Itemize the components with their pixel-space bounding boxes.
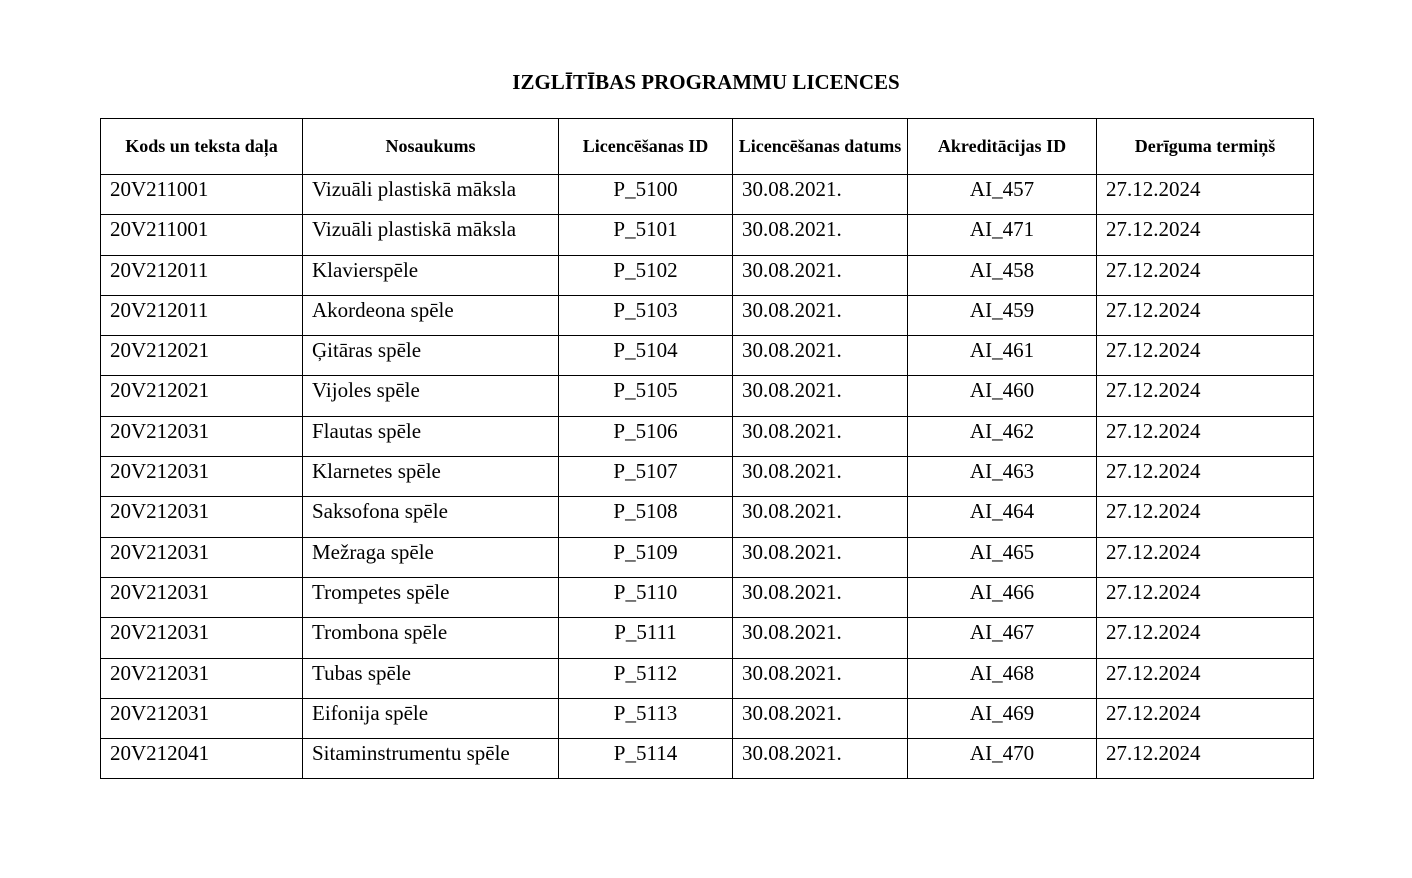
cell-code: 20V212021 (101, 336, 303, 376)
cell-code: 20V212031 (101, 698, 303, 738)
cell-licence-date: 30.08.2021. (733, 658, 908, 698)
table-row (101, 215, 1314, 255)
cell-licence-id: P_5101 (559, 215, 733, 255)
cell-name: Tubas spēle (303, 658, 559, 698)
cell-accreditation-id: AI_469 (908, 698, 1097, 738)
cell-accreditation-id: AI_461 (908, 336, 1097, 376)
licences-table (100, 118, 1314, 779)
cell-validity: 27.12.2024 (1097, 658, 1314, 698)
cell-licence-date: 30.08.2021. (733, 175, 908, 215)
cell-name: Akordeona spēle (303, 295, 559, 335)
cell-licence-id: P_5104 (559, 336, 733, 376)
table-row (101, 457, 1314, 497)
page-title: IZGLĪTĪBAS PROGRAMMU LICENCES (512, 70, 900, 94)
cell-validity: 27.12.2024 (1097, 497, 1314, 537)
cell-licence-id: P_5114 (559, 739, 733, 779)
cell-validity: 27.12.2024 (1097, 416, 1314, 456)
cell-code: 20V212031 (101, 497, 303, 537)
cell-accreditation-id: AI_468 (908, 658, 1097, 698)
header-licence-date: Licencēšanas datums (733, 119, 908, 175)
cell-licence-id: P_5107 (559, 457, 733, 497)
cell-code: 20V212031 (101, 416, 303, 456)
cell-validity: 27.12.2024 (1097, 376, 1314, 416)
cell-validity: 27.12.2024 (1097, 255, 1314, 295)
cell-licence-id: P_5110 (559, 577, 733, 617)
cell-name: Trompetes spēle (303, 577, 559, 617)
cell-licence-date: 30.08.2021. (733, 376, 908, 416)
cell-code: 20V212011 (101, 295, 303, 335)
cell-accreditation-id: AI_466 (908, 577, 1097, 617)
cell-licence-date: 30.08.2021. (733, 537, 908, 577)
cell-name: Flautas spēle (303, 416, 559, 456)
cell-licence-date: 30.08.2021. (733, 739, 908, 779)
cell-licence-id: P_5113 (559, 698, 733, 738)
cell-accreditation-id: AI_470 (908, 739, 1097, 779)
table-row (101, 497, 1314, 537)
cell-accreditation-id: AI_467 (908, 618, 1097, 658)
cell-licence-date: 30.08.2021. (733, 255, 908, 295)
cell-code: 20V211001 (101, 175, 303, 215)
cell-accreditation-id: AI_464 (908, 497, 1097, 537)
cell-code: 20V212031 (101, 457, 303, 497)
cell-name: Trombona spēle (303, 618, 559, 658)
cell-accreditation-id: AI_463 (908, 457, 1097, 497)
table-row (101, 618, 1314, 658)
cell-code: 20V212031 (101, 658, 303, 698)
cell-validity: 27.12.2024 (1097, 457, 1314, 497)
cell-name: Klarnetes spēle (303, 457, 559, 497)
cell-licence-id: P_5106 (559, 416, 733, 456)
cell-validity: 27.12.2024 (1097, 336, 1314, 376)
cell-licence-id: P_5109 (559, 537, 733, 577)
cell-code: 20V212031 (101, 577, 303, 617)
cell-licence-id: P_5100 (559, 175, 733, 215)
cell-licence-date: 30.08.2021. (733, 457, 908, 497)
table-row (101, 698, 1314, 738)
cell-name: Vizuāli plastiskā māksla (303, 215, 559, 255)
cell-licence-date: 30.08.2021. (733, 215, 908, 255)
header-code: Kods un teksta daļa (101, 119, 303, 175)
cell-name: Klavierspēle (303, 255, 559, 295)
cell-accreditation-id: AI_471 (908, 215, 1097, 255)
table-header-row (101, 119, 1314, 175)
cell-licence-date: 30.08.2021. (733, 416, 908, 456)
cell-licence-id: P_5102 (559, 255, 733, 295)
cell-accreditation-id: AI_465 (908, 537, 1097, 577)
cell-validity: 27.12.2024 (1097, 618, 1314, 658)
cell-licence-date: 30.08.2021. (733, 497, 908, 537)
cell-accreditation-id: AI_462 (908, 416, 1097, 456)
table-row (101, 658, 1314, 698)
cell-code: 20V212031 (101, 618, 303, 658)
cell-accreditation-id: AI_458 (908, 255, 1097, 295)
cell-validity: 27.12.2024 (1097, 739, 1314, 779)
table-body (101, 175, 1314, 779)
cell-name: Mežraga spēle (303, 537, 559, 577)
table-row (101, 416, 1314, 456)
header-accreditation-id: Akreditācijas ID (908, 119, 1097, 175)
cell-validity: 27.12.2024 (1097, 215, 1314, 255)
cell-licence-id: P_5108 (559, 497, 733, 537)
cell-code: 20V211001 (101, 215, 303, 255)
cell-licence-date: 30.08.2021. (733, 698, 908, 738)
cell-licence-id: P_5105 (559, 376, 733, 416)
table-row (101, 739, 1314, 779)
header-validity: Derīguma termiņš (1097, 119, 1314, 175)
cell-licence-id: P_5111 (559, 618, 733, 658)
cell-licence-date: 30.08.2021. (733, 336, 908, 376)
cell-validity: 27.12.2024 (1097, 295, 1314, 335)
table-row (101, 295, 1314, 335)
header-name: Nosaukums (303, 119, 559, 175)
table-row (101, 255, 1314, 295)
cell-licence-date: 30.08.2021. (733, 577, 908, 617)
cell-validity: 27.12.2024 (1097, 175, 1314, 215)
cell-accreditation-id: AI_460 (908, 376, 1097, 416)
cell-name: Sitaminstrumentu spēle (303, 739, 559, 779)
page-title-container (100, 68, 1312, 96)
table-row (101, 376, 1314, 416)
table-row (101, 537, 1314, 577)
cell-validity: 27.12.2024 (1097, 537, 1314, 577)
table-row (101, 175, 1314, 215)
cell-code: 20V212011 (101, 255, 303, 295)
cell-accreditation-id: AI_459 (908, 295, 1097, 335)
cell-name: Vijoles spēle (303, 376, 559, 416)
cell-accreditation-id: AI_457 (908, 175, 1097, 215)
table-row (101, 336, 1314, 376)
cell-code: 20V212021 (101, 376, 303, 416)
cell-name: Eifonija spēle (303, 698, 559, 738)
cell-validity: 27.12.2024 (1097, 698, 1314, 738)
header-licence-id: Licencēšanas ID (559, 119, 733, 175)
cell-licence-id: P_5112 (559, 658, 733, 698)
cell-code: 20V212031 (101, 537, 303, 577)
cell-licence-date: 30.08.2021. (733, 295, 908, 335)
table-row (101, 577, 1314, 617)
cell-validity: 27.12.2024 (1097, 577, 1314, 617)
cell-licence-id: P_5103 (559, 295, 733, 335)
cell-name: Vizuāli plastiskā māksla (303, 175, 559, 215)
cell-code: 20V212041 (101, 739, 303, 779)
cell-name: Saksofona spēle (303, 497, 559, 537)
cell-name: Ģitāras spēle (303, 336, 559, 376)
cell-licence-date: 30.08.2021. (733, 618, 908, 658)
